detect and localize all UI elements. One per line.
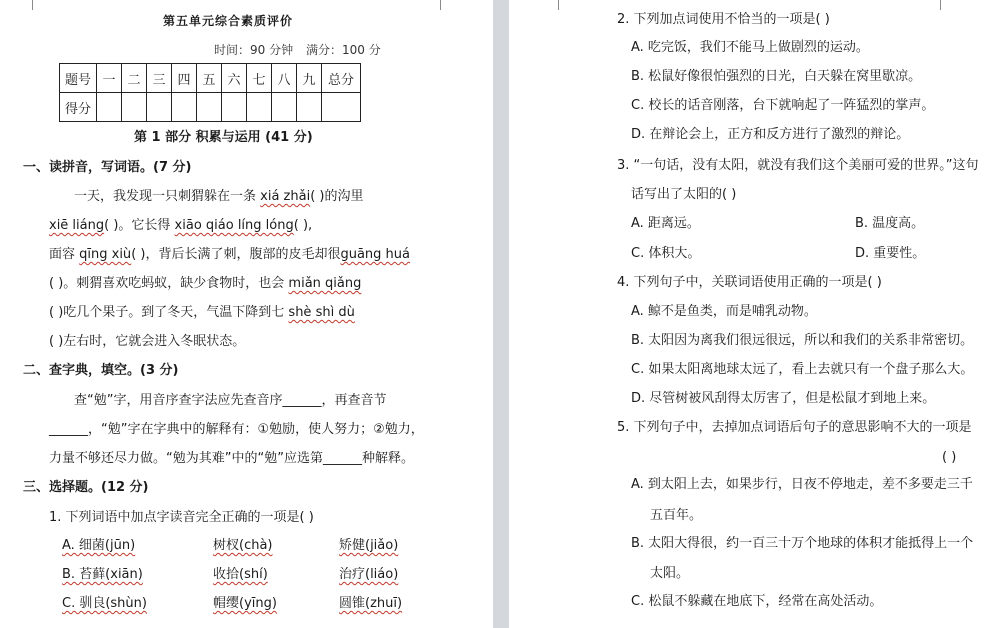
option-text: 树杈(chà) (213, 538, 273, 553)
score-cell[interactable] (122, 93, 147, 122)
score-cell[interactable] (272, 93, 297, 122)
crop-mark (440, 0, 451, 10)
score-table-score-row (60, 93, 361, 122)
text-line (74, 189, 363, 205)
score-label: 满分：100 分 (306, 43, 381, 57)
question-stem[interactable]: 5. 下列句子中，去掉加点词语后句子的意思影响不大的一项是 (617, 420, 972, 435)
score-cell[interactable] (222, 93, 247, 122)
question-stem-cont: 话写出了太阳的( ) (631, 187, 737, 202)
option-A[interactable] (62, 538, 135, 554)
option-C[interactable]: C. 如果太阳离地球太远了，看上去就只有一个盘子那么大。 (631, 362, 974, 377)
section-heading: 三、选择题。(12 分) (23, 480, 149, 495)
option-text: C. 驯良(shùn) (62, 596, 147, 611)
pinyin: qīng xiù (79, 247, 132, 262)
table-cell: 题号 (60, 64, 97, 93)
blank-line[interactable]: ( )，背后长满了刺，腹部的皮毛却很 (131, 247, 341, 262)
table-cell: 二 (122, 64, 147, 93)
option-A[interactable]: A. 距离远。 (631, 216, 700, 231)
blank-line[interactable]: ( ), (293, 218, 313, 233)
option-B[interactable]: B. 太阳因为离我们很远很远，所以和我们的关系非常密切。 (631, 333, 974, 348)
option-A[interactable]: A. 鲸不是鱼类，而是哺乳动物。 (631, 304, 817, 319)
option-C[interactable]: C. 松鼠不躲藏在地底下，经常在高处活动。 (631, 594, 883, 609)
table-cell: 七 (247, 64, 272, 93)
pinyin: guāng huá (340, 247, 410, 262)
table-cell: 五 (197, 64, 222, 93)
crop-mark (22, 0, 33, 10)
text-line[interactable]: 力量不够还尽力做。“勉为其难”中的“勉”应选第______种解释。 (49, 451, 414, 466)
exam-page-left (0, 0, 493, 628)
crop-mark (548, 0, 559, 10)
option-text: 帽缨(yīng) (213, 596, 277, 611)
option-A[interactable]: A. 到太阳上去，如果步行，日夜不停地走，差不多要走三千 (631, 477, 973, 492)
text-line (49, 276, 361, 292)
text: 面容 (49, 247, 80, 262)
answer-paren[interactable]: ( ) (942, 450, 957, 465)
table-cell: 八 (272, 64, 297, 93)
option-word (213, 538, 273, 554)
option-text: 圆锥(zhuī) (339, 596, 403, 611)
option-B[interactable] (62, 567, 143, 583)
table-cell: 六 (222, 64, 247, 93)
pinyin: xiá zhǎi (260, 189, 311, 204)
doc-title: 第五单元综合素质评价 (163, 14, 294, 28)
question-stem[interactable]: 4. 下列句子中，关联词语使用正确的一项是( ) (617, 275, 882, 290)
score-cell[interactable] (147, 93, 172, 122)
option-word (213, 567, 268, 583)
part-heading: 第 1 部分 积累与运用 (41 分) (134, 130, 313, 145)
question-stem[interactable]: 1. 下列词语中加点字读音完全正确的一项是( ) (49, 510, 314, 525)
blank-line[interactable]: ( )。它长得 (104, 218, 175, 233)
option-B[interactable]: B. 太阳大得很，约一百三十万个地球的体积才能抵得上一个 (631, 536, 974, 551)
time-label: 时间：90 分钟 (214, 43, 294, 57)
table-cell: 三 (147, 64, 172, 93)
table-cell: 总分 (322, 64, 361, 93)
option-text: A. 细菌(jūn) (62, 538, 136, 553)
option-text: 矫健(jiǎo) (339, 538, 399, 553)
option-D[interactable]: D. 重要性。 (855, 246, 926, 261)
option-text: 治疗(liáo) (339, 567, 399, 582)
option-word (339, 567, 398, 583)
pinyin: xiē liáng (49, 218, 105, 233)
question-stem[interactable]: 2. 下列加点词使用不恰当的一项是( ) (617, 12, 830, 27)
option-B-cont: 太阳。 (650, 566, 690, 581)
score-cell[interactable] (297, 93, 322, 122)
option-D[interactable]: D. 在辩论会上，正方和反方进行了激烈的辩论。 (631, 127, 910, 142)
table-cell: 四 (172, 64, 197, 93)
pinyin: miǎn qiǎng (288, 276, 362, 291)
option-C[interactable]: C. 校长的话音刚落，台下就响起了一阵猛烈的掌声。 (631, 98, 935, 113)
option-word (339, 538, 398, 554)
text-line[interactable]: ( )左右时，它就会进入冬眠状态。 (49, 334, 246, 349)
score-cell[interactable] (322, 93, 361, 122)
blank-line[interactable]: ( )。刺猬喜欢吃蚂蚁，缺少食物时，也会 (49, 276, 289, 291)
score-cell[interactable] (97, 93, 122, 122)
text-line (49, 218, 312, 234)
crop-mark (940, 0, 951, 10)
pinyin: xiāo qiáo líng lóng (174, 218, 294, 233)
text: 一天，我发现一只刺猬躲在一条 (74, 189, 261, 204)
option-C[interactable]: C. 体积大。 (631, 246, 701, 261)
option-B[interactable]: B. 温度高。 (855, 216, 925, 231)
score-cell[interactable] (197, 93, 222, 122)
option-D[interactable]: D. 尽管树被风刮得太厉害了，但是松鼠才到地上来。 (631, 391, 936, 406)
blank-line[interactable]: ( )吃几个果子。到了冬天，气温下降到七 (49, 305, 289, 320)
question-stem[interactable]: 3. “一句话，没有太阳，就没有我们这个美丽可爱的世界。”这句 (617, 158, 979, 173)
option-word (339, 596, 402, 612)
table-cell: 一 (97, 64, 122, 93)
option-text: B. 苔藓(xiān) (62, 567, 143, 582)
option-word (213, 596, 277, 612)
section-heading: 二、查字典，填空。(3 分) (23, 363, 179, 378)
option-B[interactable]: B. 松鼠好像很怕强烈的日光，白天躲在窝里歇凉。 (631, 69, 922, 84)
score-cell[interactable] (172, 93, 197, 122)
score-cell[interactable] (247, 93, 272, 122)
score-table (59, 63, 361, 122)
text-line (49, 305, 355, 321)
table-cell: 九 (297, 64, 322, 93)
option-A-cont: 五百年。 (650, 508, 703, 523)
option-A[interactable]: A. 吃完饭，我们不能马上做剧烈的运动。 (631, 40, 869, 55)
score-table-header-row (60, 64, 361, 93)
option-C[interactable] (62, 596, 147, 612)
option-text: 收拾(shí) (213, 567, 268, 582)
text-line[interactable]: 查“勉”字，用音序查字法应先查音序______，再查音节 (74, 393, 387, 408)
table-cell: 得分 (60, 93, 97, 122)
blank-line[interactable]: ( )的沟里 (310, 189, 364, 204)
text-line[interactable]: ______，“勉”字在字典中的解释有：①勉励，使人努力；②勉力， (49, 422, 424, 437)
page-gutter (493, 0, 509, 628)
section-heading: 一、读拼音，写词语。(7 分) (23, 160, 192, 175)
text-line (49, 247, 410, 263)
pinyin: shè shì dù (288, 305, 355, 320)
